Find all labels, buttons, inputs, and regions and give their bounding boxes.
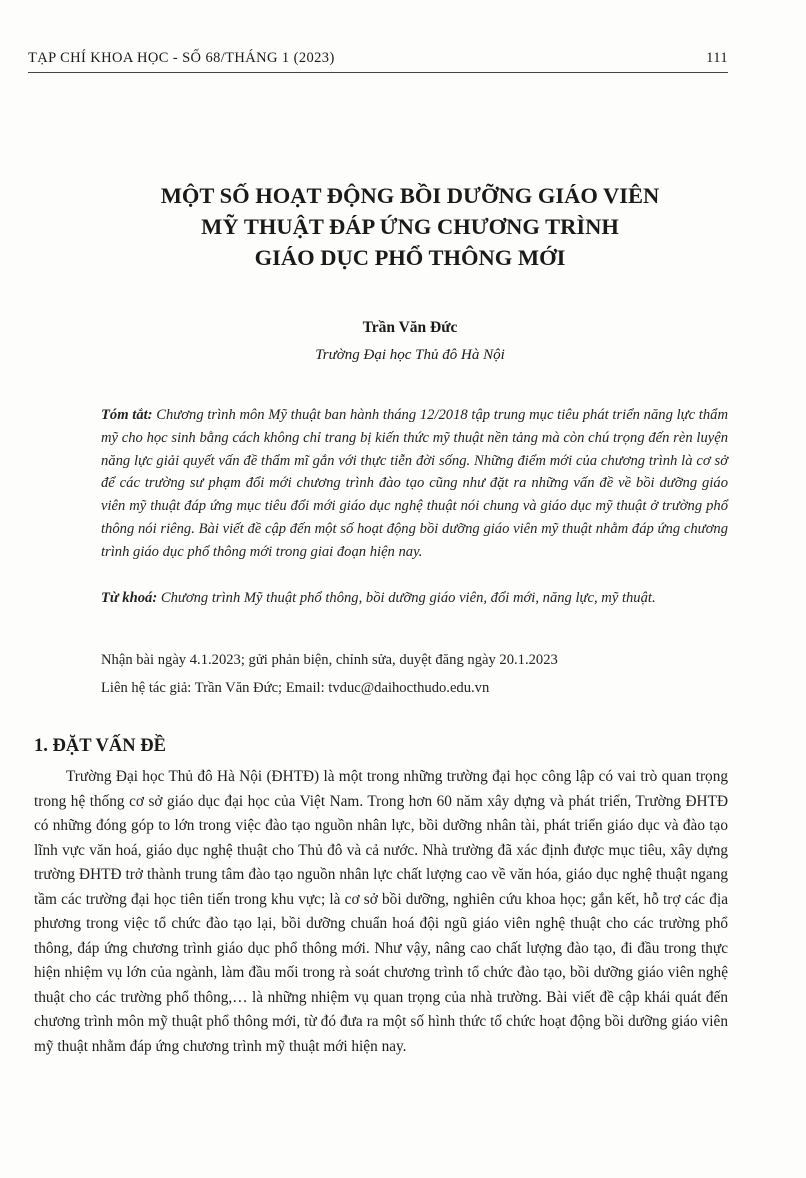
section-heading: 1. ĐẶT VẤN ĐỀ <box>34 736 166 756</box>
body-paragraph: Trường Đại học Thủ đô Hà Nội (ĐHTĐ) là một trong những trường đại học công lập có vai trò quan trọng trong hệ thống cơ sở giáo dục đại học của Việt Nam. Trong hơn 60 năm xây dựng và phát triển, Trường ĐHTĐ có những đóng góp to lớn trong việc đào tạo nguồn nhân lực, bồi dưỡng nhân tài, phát triển giáo dục và đào tạo lĩnh vực văn hoá, giáo dục nghệ thuật cho Thủ đô và cả nước. Nhà trường đã xác định được mục tiêu, xây dựng trường ĐHTĐ trở thành trung tâm đào tạo nguồn nhân lực chất lượng cao về văn hóa, giáo dục nghệ thuật ngang tầm các trường đại học tiên tiến trong khu vực; là cơ sở bồi dưỡng, nghiên cứu khoa học; gắn kết, hỗ trợ các địa phương trong việc tổ chức đào tạo lại, bồi dưỡng chuẩn hoá đội ngũ giáo viên nghệ thuật cho các trường phổ thông, đáp ứng chương trình giáo dục phổ thông mới. Như vậy, nâng cao chất lượng đào tạo, đi đầu trong thực hiện nhiệm vụ lớn của ngành, làm đầu mối trong rà soát chương trình tổ chức đào tạo, bồi dưỡng giáo viên nghệ thuật cho các trường phổ thông,… là những nhiệm vụ quan trọng của nhà trường. Bài viết đề cập khái quát đến chương trình môn mỹ thuật phổ thông mới, từ đó đưa ra một số hình thức tổ chức hoạt động bồi dưỡng giáo viên mỹ thuật nhằm đáp ứng chương trình mỹ thuật mới hiện nay. <box>34 768 728 1055</box>
keywords <box>101 587 728 610</box>
keywords-label: Từ khoá: <box>101 590 158 606</box>
page-number: 111 <box>706 50 728 66</box>
author-contact: Liên hệ tác giả: Trần Văn Đức; Email: tvduc@daihocthudo.edu.vn <box>101 680 490 696</box>
running-header <box>28 50 728 72</box>
author-affiliation: Trường Đại học Thủ đô Hà Nội <box>315 347 505 363</box>
keywords-text: Chương trình Mỹ thuật phổ thông, bồi dưỡng giáo viên, đổi mới, năng lực, mỹ thuật. <box>160 590 656 606</box>
title-line-1: MỘT SỐ HOẠT ĐỘNG BỒI DƯỠNG GIÁO VIÊN <box>160 183 660 208</box>
journal-name: TẠP CHÍ KHOA HỌC - SỐ 68/THÁNG 1 (2023) <box>28 50 335 66</box>
abstract <box>101 404 728 564</box>
title-line-2: MỸ THUẬT ĐÁP ỨNG CHƯƠNG TRÌNH <box>201 214 619 239</box>
abstract-text: Chương trình môn Mỹ thuật ban hành tháng 12/2018 tập trung mục tiêu phát triển năng lực thẩm mỹ cho học sinh bằng cách không chỉ trang bị kiến thức mỹ thuật nền tảng mà còn chú trọng đến rèn luyện năng lực giải quyết vấn đề thẩm mĩ gắn với thực tiễn đời sống. Những điểm mới của chương trình là cơ sở để các trường sư phạm đổi mới chương trình đào tạo cũng như đặt ra những vấn đề về bồi dưỡng giáo viên mỹ thuật đáp ứng mục tiêu đổi mới giáo dục nghệ thuật nói chung và giáo dục mỹ thuật ở trường phổ thông nói riêng. Bài viết đề cập đến một số hoạt động bồi dưỡng giáo viên mỹ thuật nhằm đáp ứng chương trình giáo dục phổ thông mới trong giai đoạn hiện nay. <box>101 407 728 560</box>
header-rule <box>28 72 728 73</box>
title-line-3: GIÁO DỤC PHỔ THÔNG MỚI <box>254 245 566 270</box>
abstract-label: Tóm tắt: <box>101 407 153 423</box>
article-title <box>100 180 720 273</box>
author-name: Trần Văn Đức <box>362 319 458 336</box>
received-dates: Nhận bài ngày 4.1.2023; gửi phản biện, chỉnh sửa, duyệt đăng ngày 20.1.2023 <box>101 652 558 668</box>
